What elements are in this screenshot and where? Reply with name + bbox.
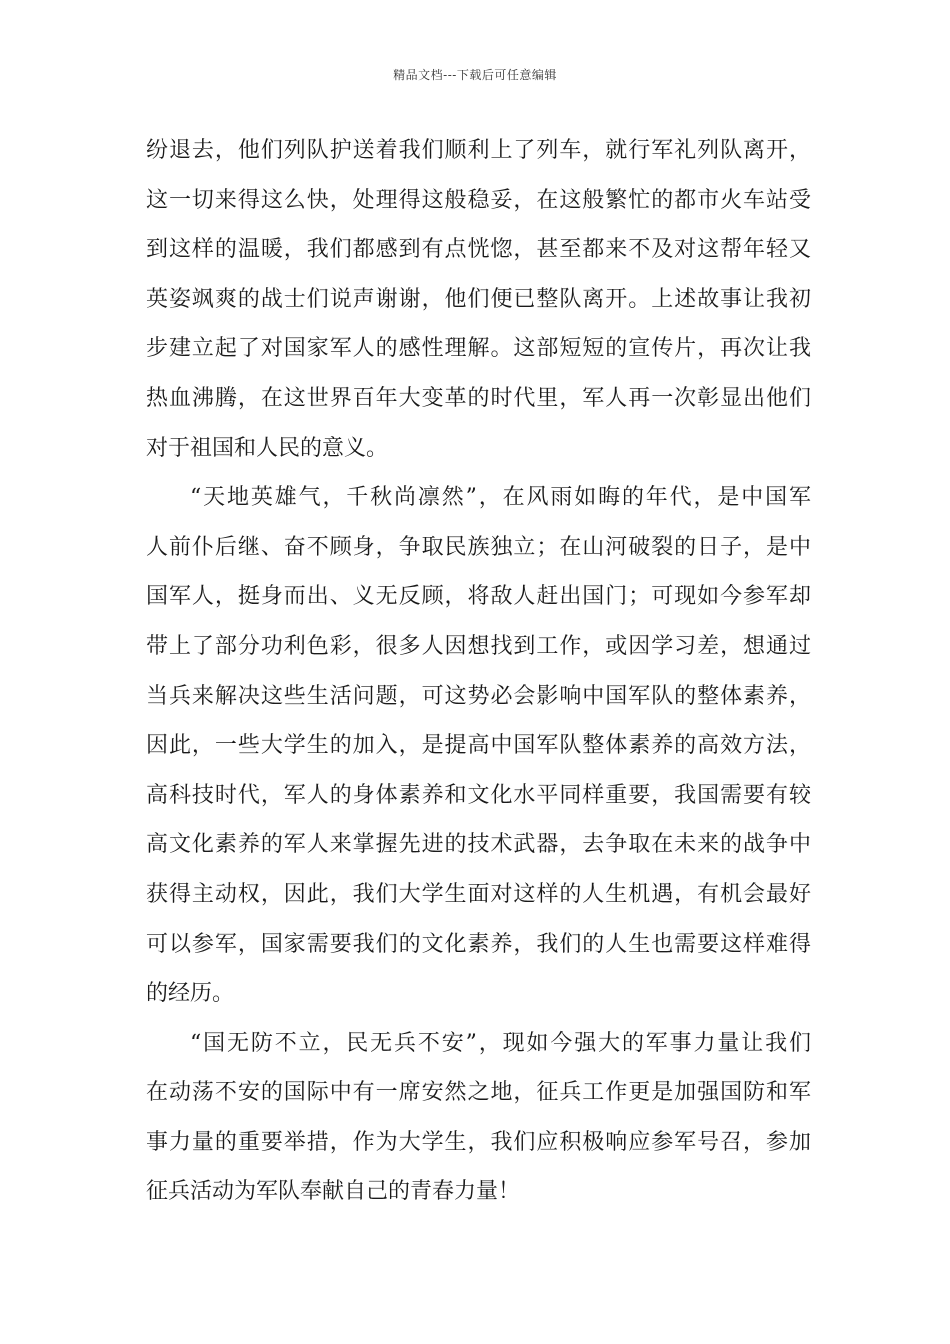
text-line: 带上了部分功利色彩，很多人因想找到工作，或因学习差，想通过 (146, 633, 811, 659)
text-line: 事力量的重要举措，作为大学生，我们应积极响应参军号召，参加 (146, 1129, 811, 1155)
paragraph (146, 126, 811, 473)
text-line: 的经历。 (146, 981, 235, 1007)
text-line: 高科技时代，军人的身体素养和文化水平同样重要，我国需要有较 (146, 782, 811, 808)
text-line: 人前仆后继、奋不顾身，争取民族独立；在山河破裂的日子，是中 (146, 534, 811, 560)
text-line: 国军人，挺身而出、义无反顾，将敌人赶出国门；可现如今参军却 (146, 584, 811, 610)
text-line: 步建立起了对国家军人的感性理解。这部短短的宣传片，再次让我 (146, 336, 811, 362)
text-line: 当兵来解决这些生活问题，可这势必会影响中国军队的整体素养， (146, 683, 811, 709)
text-line: 可以参军，国家需要我们的文化素养，我们的人生也需要这样难得 (146, 931, 811, 957)
text-line: 英姿飒爽的战士们说声谢谢，他们便已整队离开。上述故事让我初 (146, 286, 811, 312)
text-line: “天地英雄气，千秋尚凛然”，在风雨如晦的年代，是中国军 (190, 485, 811, 511)
text-line: “国无防不立，民无兵不安”，现如今强大的军事力量让我们 (190, 1030, 811, 1056)
text-line: 热血沸腾，在这世界百年大变革的时代里，军人再一次彰显出他们 (146, 385, 811, 411)
text-line: 这一切来得这么快，处理得这般稳妥，在这般繁忙的都市火车站受 (146, 187, 811, 213)
text-line: 征兵活动为军队奉献自己的青春力量！ (146, 1179, 521, 1205)
text-line: 因此，一些大学生的加入，是提高中国军队整体素养的高效方法， (146, 733, 811, 759)
page-header: 精品文档---下载后可任意编辑 (393, 68, 557, 82)
text-line: 在动荡不安的国际中有一席安然之地，征兵工作更是加强国防和军 (146, 1080, 811, 1106)
document-body (146, 126, 811, 1217)
paragraph (146, 473, 811, 1019)
text-line: 到这样的温暖，我们都感到有点恍惚，甚至都来不及对这帮年轻又 (146, 237, 811, 263)
text-line: 纷退去，他们列队护送着我们顺利上了列车，就行军礼列队离开， (146, 138, 811, 163)
text-line: 获得主动权，因此，我们大学生面对这样的人生机遇，有机会最好 (146, 881, 811, 907)
text-line: 高文化素养的军人来掌握先进的技术武器，去争取在未来的战争中 (146, 832, 811, 858)
paragraph (146, 1019, 811, 1217)
text-line: 对于祖国和人民的意义。 (146, 435, 389, 461)
